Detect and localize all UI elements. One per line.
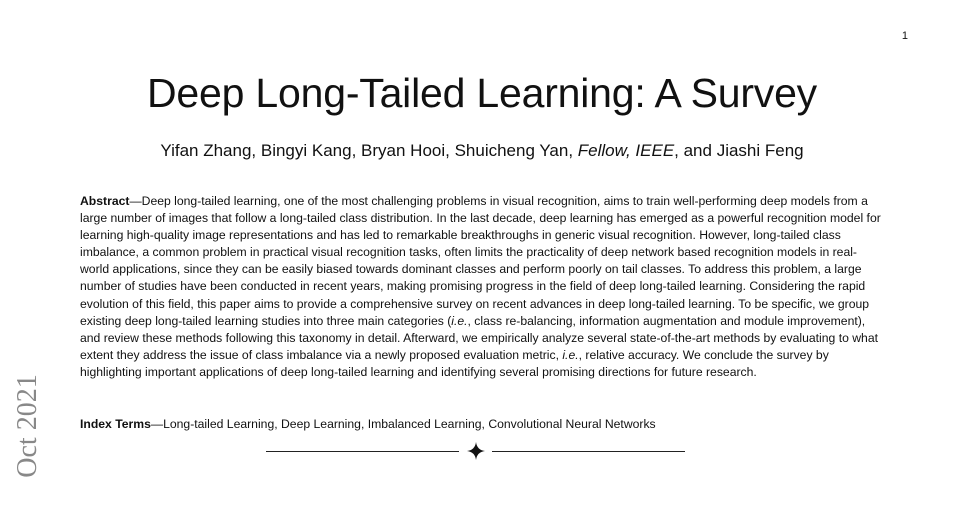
abstract-ie-2: i.e.	[562, 347, 579, 362]
section-divider-right	[492, 451, 685, 452]
four-point-star-icon	[466, 441, 486, 461]
arxiv-side-stamp	[0, 340, 43, 478]
section-divider-left	[266, 451, 459, 452]
side-stamp-text: Oct 2021	[12, 374, 43, 478]
index-terms-dash: —	[150, 417, 164, 431]
index-terms-text: Long-tailed Learning, Deep Learning, Imbalanced Learning, Convolutional Neural Networks	[163, 417, 656, 431]
paper-title: Deep Long-Tailed Learning: A Survey	[147, 70, 817, 116]
abstract-dash: —	[129, 194, 142, 208]
index-terms-label: Index Terms	[80, 417, 151, 431]
abstract-text-3: , relative accuracy. We conclude the survey by highlighting important applications of deep long-tailed learning and identifying several promising directions for future research.	[80, 347, 829, 379]
authors-fellow: Fellow, IEEE	[577, 141, 675, 160]
abstract-text-1: Deep long-tailed learning, one of the most challenging problems in visual recognition, aims to train well-performing deep models from a large number of images that follow a long-tailed class distribution. In the last decade, deep learning has emerged as a powerful recognition model for learning high-quality image representations and has led to remarkable breakthroughs in generic visual recognition. However, long-tailed class imbalance, a common problem in practical visual recognition tasks, often limits the practicality of deep network based recognition models in real-world applications, since they can be easily biased towards dominant classes and perform poorly on tail classes. To address this problem, a large number of studies have been conducted in recent years, making promising progress in the field of deep long-tailed learning. Considering the rapid evolution of this field, this paper aims to provide a comprehensive survey on recent advances in deep long-tailed learning. To be specific, we group existing deep long-tailed learning studies into three main categories (	[80, 194, 881, 328]
page-number: 1	[901, 30, 908, 42]
abstract-label: Abstract	[80, 194, 130, 208]
author-list	[0, 141, 964, 161]
abstract	[80, 193, 886, 381]
authors-after: , and Jiashi Feng	[674, 141, 804, 160]
authors-before: Yifan Zhang, Bingyi Kang, Bryan Hooi, Shuicheng Yan,	[160, 141, 578, 160]
abstract-ie-1: i.e.	[451, 313, 468, 328]
abstract-text-2: , class re-balancing, information augmentation and module improvement), and review these methods following this taxonomy in detail. Afterward, we empirically analyze several state-of-the-art methods by evaluating to what extent they address the issue of class imbalance via a newly proposed evaluation metric,	[80, 313, 879, 362]
index-terms	[80, 417, 656, 431]
